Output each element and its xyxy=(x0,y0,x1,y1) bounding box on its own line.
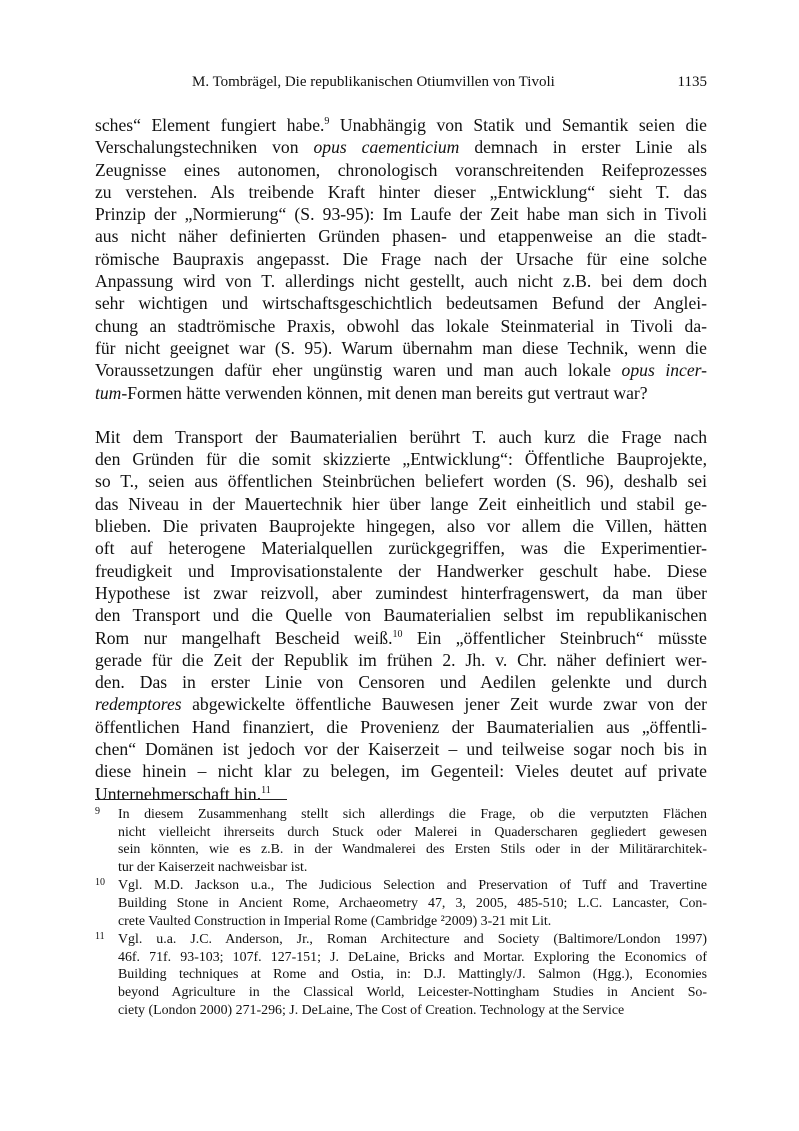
footnote-ref: 10 xyxy=(392,628,403,640)
italic-term: opus caementicium xyxy=(313,137,460,158)
footnote-separator xyxy=(95,799,287,800)
text-line xyxy=(95,315,707,337)
text-run: sehr wichtigen und wirtschaftsgeschichtlich bedeutsamen Befund der Anglei- xyxy=(95,293,707,314)
text-line xyxy=(95,426,707,448)
text-line xyxy=(95,448,707,470)
text-line xyxy=(95,604,707,626)
text-run: Ein „öffentlicher Steinbruch“ müsste xyxy=(402,627,707,648)
footnote-line: ciety (London 2000) 271-296; J. DeLaine, The Cost of Creation. Technology at the Service xyxy=(118,1002,625,1018)
text-line xyxy=(95,515,707,537)
footnote-line: Building techniques at Rome and Ostia, in: D.J. Mattingly/J. Salmon (Hgg.), Economies xyxy=(118,967,707,983)
text-run: Anpassung wird von T. allerdings nicht gestellt, auch nicht z.B. bei dem doch xyxy=(95,271,707,292)
text-line xyxy=(95,248,707,270)
text-line xyxy=(95,270,707,292)
footnote-line: crete Vaulted Construction in Imperial Rome (Cambridge ²2009) 3-21 mit Lit. xyxy=(118,913,552,929)
footnote-line: Building Stone in Ancient Rome, Archaeometry 47, 3, 2005, 485-510; L.C. Lancaster, Con- xyxy=(118,895,707,911)
footnote-number: 11 xyxy=(95,931,105,943)
text-run: zu verstehen. Als treibende Kraft hinter dieser „Entwicklung“ sieht T. das xyxy=(95,181,707,202)
text-line xyxy=(95,649,707,671)
text-run: sches“ Element fungiert habe. xyxy=(95,115,325,135)
text-line xyxy=(95,159,707,181)
footnote xyxy=(95,877,707,930)
text-line xyxy=(95,783,707,805)
italic-term: redemptores xyxy=(95,694,182,715)
running-title: M. Tombrägel, Die republikanischen Otiumvillen von Tivoli xyxy=(192,74,555,90)
text-line xyxy=(95,203,707,225)
text-run: oft auf heterogene Materialquellen zurückgegriffen, was die Experimentier- xyxy=(95,538,707,559)
text-run: Rom nur mangelhaft Bescheid weiß. xyxy=(95,627,393,648)
text-run: diese hinein – nicht klar zu belegen, im Gegenteil: Vieles deutet auf private xyxy=(95,761,707,782)
footnote-line: sein könnten, wie es z.B. in der Wandmalerei des Ersten Stils oder in der Militärarchitek- xyxy=(118,842,707,858)
text-run: Verschalungstechniken von xyxy=(95,137,314,158)
footnote-line: Vgl. u.a. J.C. Anderson, Jr., Roman Architecture and Society (Baltimore/London 1997) xyxy=(118,932,707,948)
text-run: blieben. Die privaten Bauprojekte hingegen, also vor allem die Villen, hätten xyxy=(95,516,707,537)
text-run: Hypothese ist zwar reizvoll, aber zumindest hinterfragenswert, da man über xyxy=(95,582,707,603)
text-run: gerade für die Zeit der Republik im frühen 2. Jh. v. Chr. näher definiert wer- xyxy=(95,649,707,670)
text-run: den Transport und die Quelle von Baumaterialien selbst im republikanischen xyxy=(95,605,707,626)
text-run: römische Baupraxis angepasst. Die Frage nach der Ursache für eine solche xyxy=(95,248,707,269)
footnote-line: beyond Agriculture in the Classical World, Leicester-Nottingham Studies in Ancient So- xyxy=(118,984,707,1000)
footnotes xyxy=(95,806,707,1020)
text-line xyxy=(95,337,707,359)
text-run: Prinzip der „Normierung“ (S. 93-95): Im Laufe der Zeit habe man sich in Tivoli xyxy=(95,204,707,225)
text-run: Voraussetzungen dafür eher ungünstig waren und man auch lokale xyxy=(95,360,622,381)
italic-term: tum xyxy=(95,382,122,403)
text-run: Unternehmerschaft hin. xyxy=(95,783,262,804)
text-line xyxy=(95,582,707,604)
footnote-line: nicht vielleicht ihrerseits durch Stuck oder Malerei in Quaderscharen gegliedert gewesen xyxy=(118,824,707,840)
text-run: den. Das in erster Linie von Censoren und Aedilen gelenkte und durch xyxy=(95,672,707,693)
footnote xyxy=(95,931,707,1019)
text-line xyxy=(95,114,707,136)
text-run: demnach in erster Linie als xyxy=(459,137,708,158)
text-run: chen“ Domänen ist jedoch vor der Kaiserzeit – und teilweise sogar noch bis in xyxy=(95,739,707,760)
text-line xyxy=(95,359,707,381)
text-line xyxy=(95,493,707,515)
text-line xyxy=(95,560,707,582)
text-line xyxy=(95,693,707,715)
text-line xyxy=(95,760,707,782)
text-run: für nicht geeignet war (S. 95). Warum übernahm man diese Technik, wenn die xyxy=(95,337,707,358)
italic-term: opus incer- xyxy=(621,360,707,381)
text-run: abgewickelte öffentliche Bauwesen jener Zeit wurde zwar von der xyxy=(181,694,707,715)
text-run: chung an stadtrömische Praxis, obwohl das lokale Steinmaterial in Tivoli da- xyxy=(95,315,707,336)
footnote-number: 9 xyxy=(95,806,100,817)
main-text xyxy=(95,114,707,805)
text-line xyxy=(95,716,707,738)
text-run: Zeugnisse eines autonomen, chronologisch voranschreitenden Reifeprozesses xyxy=(95,159,707,180)
footnote-line: 46f. 71f. 93-103; 107f. 127-151; J. DeLaine, Bricks and Mortar. Exploring the Economics of xyxy=(118,949,707,965)
text-line xyxy=(95,225,707,247)
text-line xyxy=(95,738,707,760)
page-number: 1135 xyxy=(677,74,707,90)
footnote xyxy=(95,806,707,876)
footnote-line: Vgl. M.D. Jackson u.a., The Judicious Selection and Preservation of Tuff and Travertine xyxy=(118,878,707,894)
footnote-line: tur der Kaiserzeit nachweisbar ist. xyxy=(118,859,308,875)
text-line xyxy=(95,382,707,404)
text-run: das Niveau in der Mauertechnik hier über lange Zeit einheitlich und stabil ge- xyxy=(95,493,707,514)
text-line xyxy=(95,627,707,649)
text-run: freudigkeit und Improvisationstalente der Handwerker geschult habe. Diese xyxy=(95,560,707,581)
text-line xyxy=(95,537,707,559)
text-run: -Formen hätte verwenden können, mit denen man bereits gut vertraut war? xyxy=(121,382,648,403)
footnote-line: In diesem Zusammenhang stellt sich allerdings die Frage, ob die verputzten Flächen xyxy=(118,807,707,822)
text-run: öffentlichen Hand finanziert, die Provenienz der Baumaterialien aus „öffentli- xyxy=(95,716,707,737)
text-line xyxy=(95,292,707,314)
text-run: Unabhängig von Statik und Semantik seien die xyxy=(329,115,707,135)
text-line xyxy=(95,671,707,693)
text-line xyxy=(95,136,707,158)
footnote-number: 10 xyxy=(95,877,105,889)
text-line xyxy=(95,181,707,203)
text-run: den Gründen für die somit skizzierte „Entwicklung“: Öffentliche Bauprojekte, xyxy=(95,449,707,470)
text-run: aus nicht näher definierten Gründen phasen- und etappenweise an die stadt- xyxy=(95,226,707,247)
footnote-ref: 9 xyxy=(324,116,330,127)
text-run: Mit dem Transport der Baumaterialien berührt T. auch kurz die Frage nach xyxy=(95,426,707,447)
paragraph xyxy=(95,426,707,805)
text-run: so T., seien aus öffentlichen Steinbrüchen beliefert worden (S. 96), deshalb sei xyxy=(95,471,707,492)
footnote-ref: 11 xyxy=(261,784,271,796)
paragraph xyxy=(95,114,707,404)
text-line xyxy=(95,470,707,492)
